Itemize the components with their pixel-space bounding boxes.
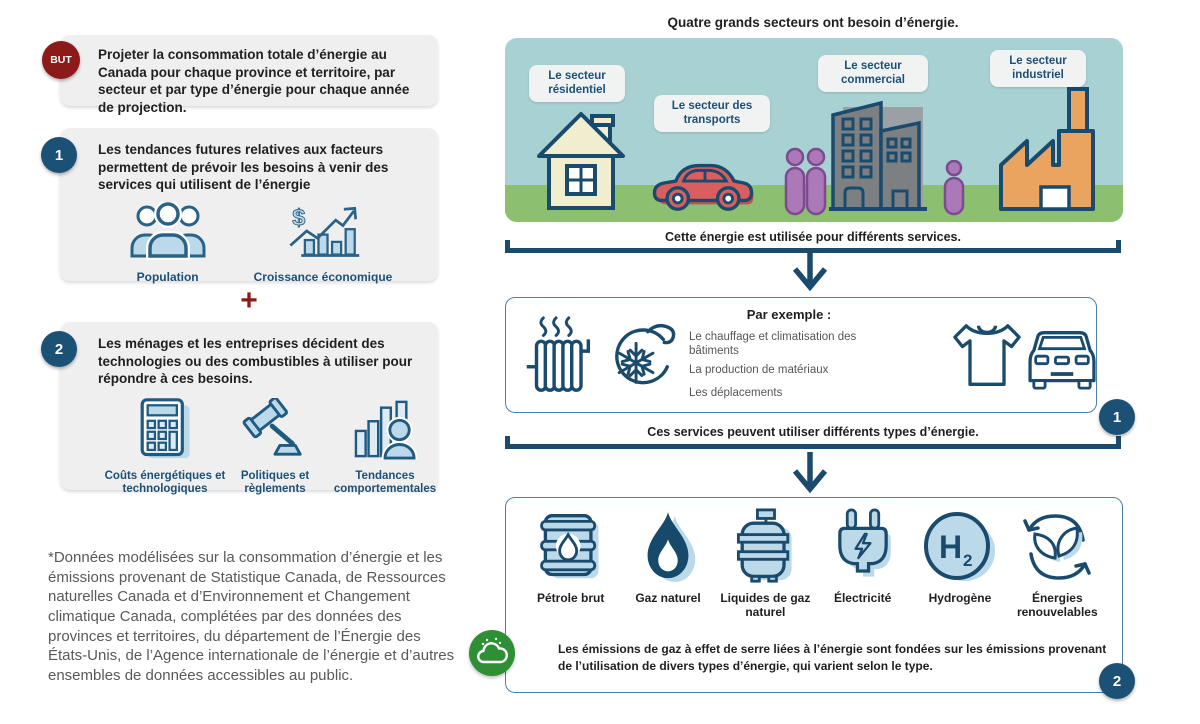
arrow-down-icon — [792, 250, 828, 299]
example-item-travel: Les déplacements — [689, 387, 783, 399]
policies-item — [226, 398, 324, 498]
step2-card — [60, 322, 438, 496]
but-badge: BUT — [42, 41, 80, 79]
energy-label-ngl: Liquides de gaz naturel — [720, 591, 811, 619]
energy-item-hydrogen — [911, 510, 1008, 620]
people-pair-icon — [783, 146, 827, 221]
behavioral-trends-label: Tendances comportementales — [333, 469, 437, 496]
car-front-icon — [1024, 328, 1100, 395]
factory-icon — [993, 83, 1105, 220]
energy-types-row — [506, 510, 1122, 620]
population-label: Population — [136, 269, 199, 284]
plug-icon — [832, 510, 894, 584]
car-icon — [651, 150, 755, 221]
services-caption: Cette énergie est utilisée pour différents services. — [665, 230, 961, 244]
energy-costs-label: Coûts énergétiques et technologiques — [104, 469, 226, 496]
ghg-cloud-badge — [469, 630, 515, 676]
footnote-badge-2: 2 — [1099, 663, 1135, 699]
energy-costs-item — [104, 398, 226, 498]
example-item-materials: La production de matériaux — [689, 364, 829, 376]
step2-number-badge: 2 — [41, 331, 77, 367]
step2-text: Les ménages et les entreprises décident des technologies ou des combustibles à utiliser pour répondre à ces besoins. — [98, 336, 413, 387]
policies-label: Politiques et règlements — [240, 469, 310, 496]
economic-growth-label: Croissance économique — [253, 269, 393, 284]
example-item-heating: Le chauffage et climatisation des bâtiments — [689, 331, 857, 358]
energy-label-natural-gas: Gaz naturel — [635, 591, 701, 605]
emissions-note: Les émissions de gaz à effet de serre liées à l’énergie sont fondées sur les émissions provenant de l’utilisation de divers types d’énergie, qui varient selon le type. — [558, 642, 1107, 674]
population-icon — [130, 202, 206, 265]
energy-label-crude-oil: Pétrole brut — [536, 591, 605, 605]
sector-label-transport: Le secteur des transports — [654, 95, 770, 132]
population-item — [130, 202, 206, 284]
examples-title: Par exemple : — [746, 307, 832, 322]
arrow-down-icon — [792, 452, 828, 501]
goal-card — [60, 35, 438, 115]
energy-types-box — [505, 497, 1123, 693]
gavel-icon — [241, 398, 309, 465]
plus-sign: + — [240, 284, 258, 317]
step1-number-badge: 1 — [41, 137, 77, 173]
oil-barrel-icon — [539, 510, 603, 584]
renewables-icon — [1019, 510, 1095, 584]
person-icon — [941, 160, 967, 221]
office-buildings-icon — [823, 91, 933, 220]
tshirt-icon — [953, 320, 1021, 397]
sectors-illustration — [505, 38, 1123, 222]
energy-item-ngl — [717, 510, 814, 620]
svg-text:2: 2 — [962, 551, 973, 570]
economic-growth-icon — [279, 202, 367, 265]
behavioral-trends-item — [324, 398, 446, 498]
energy-label-electricity: Électricité — [833, 591, 892, 605]
footnote-badge-1: 1 — [1099, 399, 1135, 435]
step1-text: Les tendances futures relatives aux facteurs permettent de prévoir les besoins à venir des services qui utilisent de l’énergie — [98, 142, 389, 193]
behavioral-trends-icon — [352, 398, 418, 465]
types-bracket — [505, 436, 1121, 449]
economic-growth-item — [254, 202, 393, 284]
sector-label-industrial: Le secteur industriel — [990, 50, 1086, 87]
house-icon — [535, 102, 627, 219]
energy-item-crude-oil — [522, 510, 619, 620]
radiator-icon — [526, 312, 592, 405]
svg-text:H: H — [938, 529, 963, 565]
data-sources-footnote: *Données modélisées sur la consommation d’énergie et les émissions provenant de Statistique Canada, de Ressources naturelles Canada et d’Environnement et Changement climatique Canada, complétées par des données des provinces et territoires, du département de l’Énergie des États-Unis, de l’Agence internationale de l’énergie et d’autres ensembles de données accessibles au public. — [48, 549, 455, 684]
energy-label-renewables: Énergies renouvelables — [1016, 591, 1098, 619]
calculator-icon — [136, 398, 194, 465]
types-caption: Ces services peuvent utiliser différents types d’énergie. — [647, 425, 979, 439]
sector-label-commercial: Le secteur commercial — [818, 55, 928, 92]
sectors-title: Quatre grands secteurs ont besoin d’énergie. — [667, 15, 959, 30]
svg-text:$: $ — [292, 204, 306, 231]
energy-item-renewables — [1009, 510, 1106, 620]
sector-label-residential: Le secteur résidentiel — [529, 65, 625, 102]
examples-box — [505, 297, 1097, 413]
emissions-cloud-icon — [476, 636, 508, 671]
step1-icon-row — [98, 202, 424, 284]
flame-icon — [639, 510, 697, 584]
cooling-icon — [602, 320, 676, 401]
gas-tank-icon — [734, 510, 796, 584]
energy-label-hydrogen: Hydrogène — [928, 591, 992, 605]
hydrogen-icon — [922, 510, 998, 584]
energy-item-electricity — [814, 510, 911, 620]
energy-item-natural-gas — [619, 510, 716, 620]
step1-card — [60, 128, 438, 284]
goal-text: Projeter la consommation totale d’énergie au Canada pour chaque province et territoire, par secteur et par type d’énergie pour chaque année de projection. — [98, 47, 410, 115]
step2-icon-row — [98, 398, 437, 498]
